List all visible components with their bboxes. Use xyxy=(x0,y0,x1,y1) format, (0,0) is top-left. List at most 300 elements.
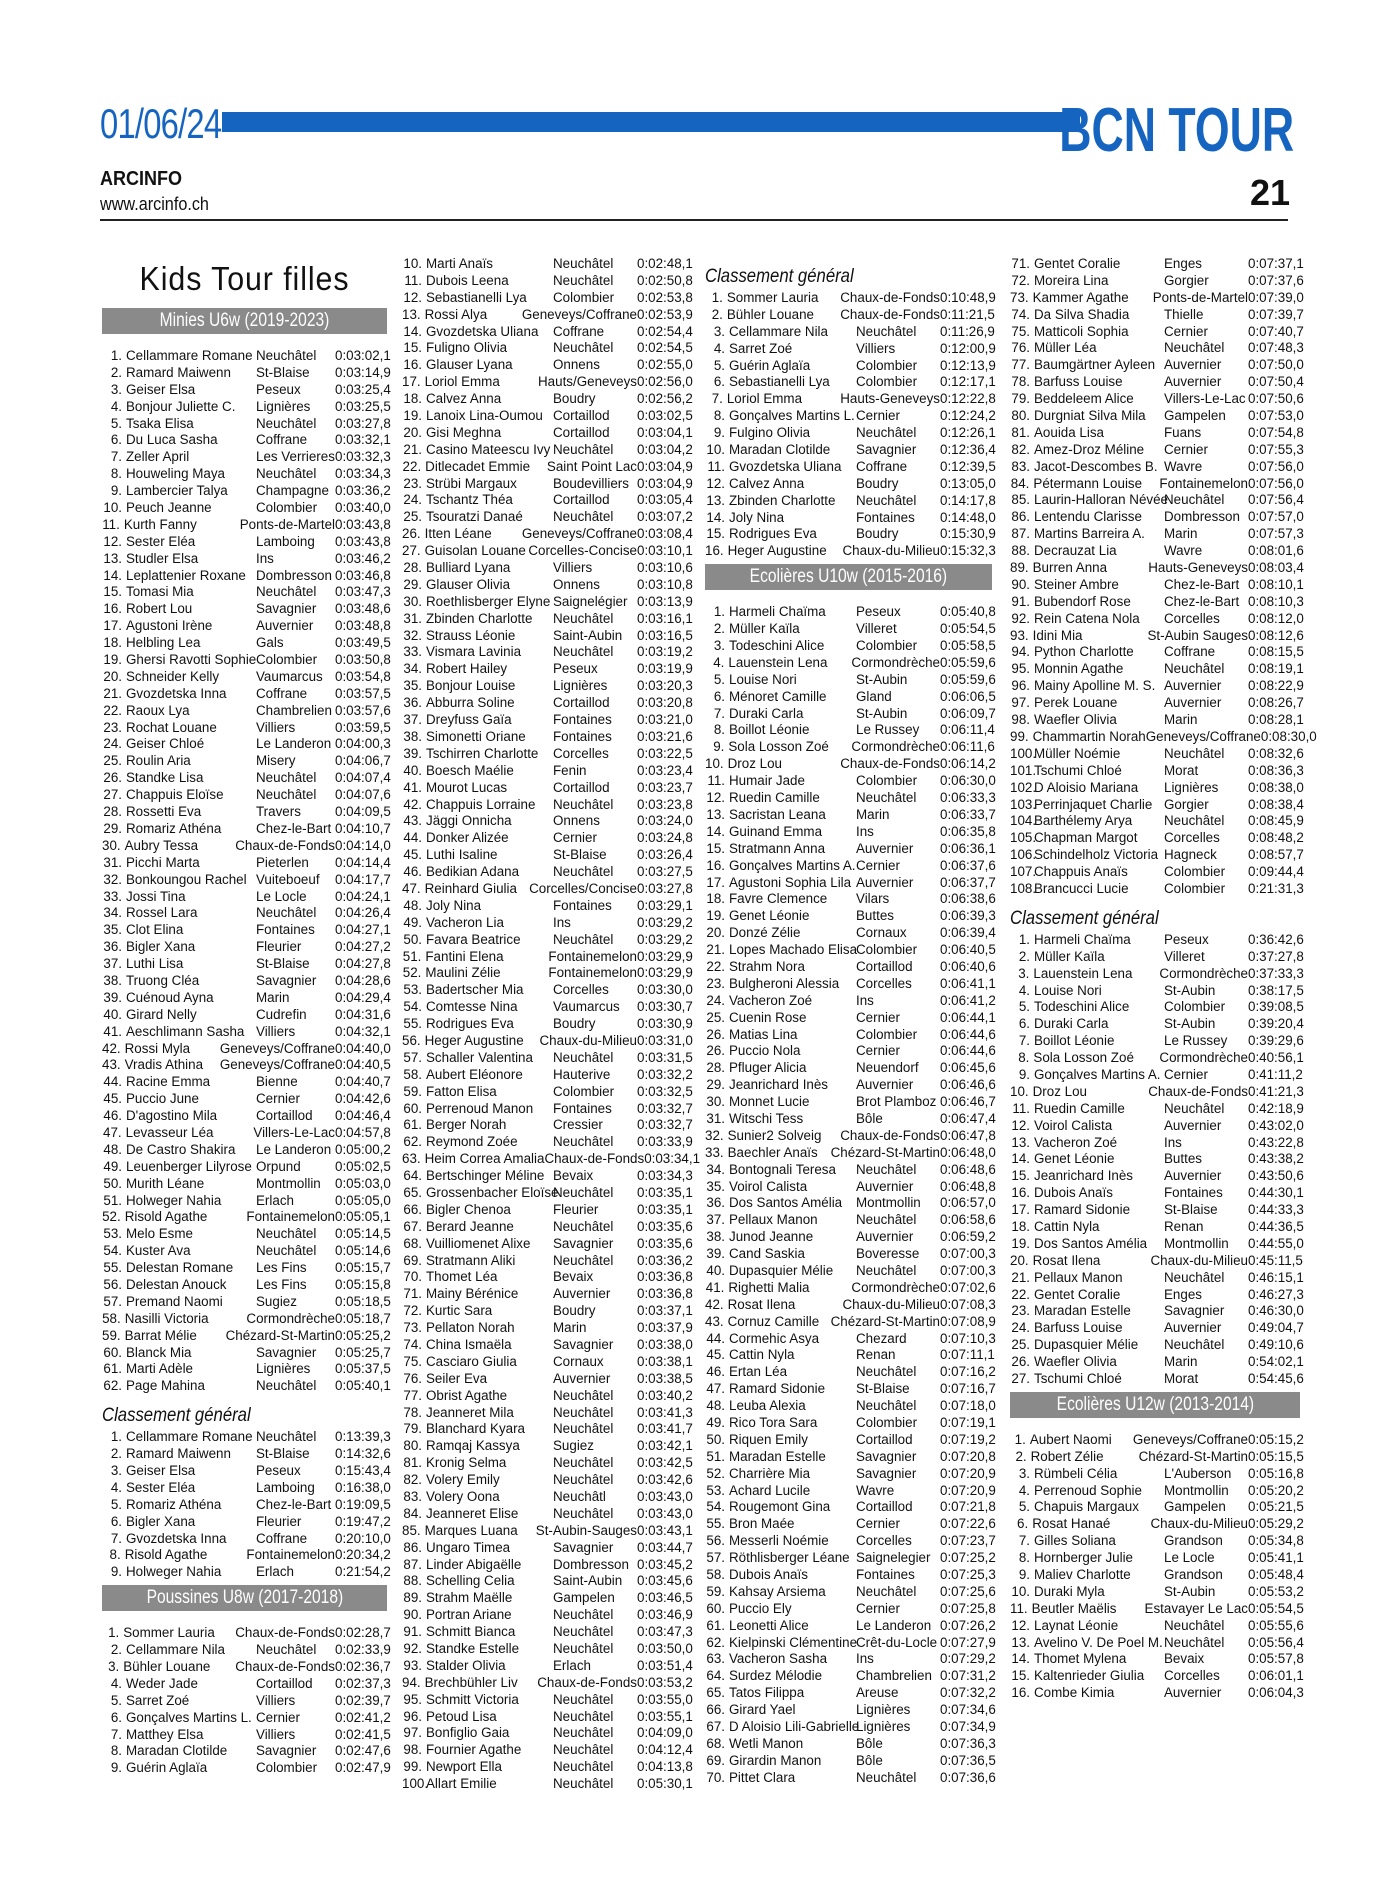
finish-time: 0:03:34,3 xyxy=(335,466,391,482)
locality: Le Landeron xyxy=(856,1617,932,1633)
athlete-name: Pellaux Manon xyxy=(1034,1269,1123,1285)
locality: Ponts-de-Martel xyxy=(239,516,335,532)
rank: 96. xyxy=(1011,678,1030,694)
locality: Les Verrieres xyxy=(256,449,335,465)
rank: 4. xyxy=(110,1675,122,1691)
athlete-name: Baechler Anaïs xyxy=(727,1144,818,1160)
locality: Neuchâtel xyxy=(553,1184,614,1200)
result-row xyxy=(402,1657,693,1675)
result-row xyxy=(102,550,391,568)
athlete-name: Python Charlotte xyxy=(1034,644,1134,660)
athlete-name: Durgniat Silva Mila xyxy=(1034,408,1146,424)
finish-time: 0:06:58,6 xyxy=(940,1212,996,1228)
locality: Onnens xyxy=(553,813,600,829)
result-row xyxy=(705,1043,996,1060)
result-row xyxy=(402,1759,693,1776)
finish-time: 0:05:30,1 xyxy=(637,1776,693,1792)
result-row xyxy=(402,306,693,324)
result-row xyxy=(705,408,996,425)
locality: Cortaillod xyxy=(256,1675,313,1691)
result-row xyxy=(102,618,391,635)
locality: Neuchâtel xyxy=(553,1708,614,1724)
locality: Chézard-St-Martin xyxy=(830,1313,940,1329)
locality: Colombier xyxy=(856,374,918,390)
result-row xyxy=(402,272,693,290)
result-row xyxy=(102,1293,391,1311)
athlete-name: Rein Catena Nola xyxy=(1034,610,1140,626)
rank: 21. xyxy=(103,685,122,701)
finish-time: 0:07:08,9 xyxy=(940,1313,996,1329)
rank: 2. xyxy=(110,364,122,380)
result-row xyxy=(1010,1269,1304,1287)
athlete-name: Rümbeli Célia xyxy=(1034,1465,1118,1481)
finish-time: 0:03:46,8 xyxy=(335,567,391,583)
athlete-name: Bulgheroni Alessia xyxy=(729,975,840,991)
rank: 55. xyxy=(403,1016,422,1032)
rank: 84. xyxy=(403,1505,422,1521)
finish-time: 0:03:31,5 xyxy=(637,1049,693,1065)
locality: Saignelegier xyxy=(856,1550,931,1566)
rank: 16. xyxy=(103,601,122,617)
locality: Ponts-de-Martel xyxy=(1152,289,1248,305)
athlete-name: Bulliard Lyana xyxy=(426,560,511,576)
locality: Saint Point Lac xyxy=(546,458,637,474)
athlete-name: Leplattenier Roxane xyxy=(126,567,246,583)
athlete-name: Page Mahina xyxy=(126,1378,205,1394)
rank: 59. xyxy=(706,1583,725,1599)
result-row xyxy=(1010,1533,1304,1550)
result-row xyxy=(402,509,693,526)
result-row xyxy=(705,492,996,510)
rank: 21. xyxy=(706,942,725,958)
rank: 76. xyxy=(1011,340,1030,356)
athlete-name: Bühler Louane xyxy=(123,1659,211,1675)
locality: Chaux-de-Fonds xyxy=(1148,1083,1248,1099)
rank: 77. xyxy=(1011,357,1030,373)
finish-time: 0:05:21,5 xyxy=(1248,1499,1304,1515)
locality: Villeret xyxy=(856,621,897,637)
finish-time: 0:03:32,5 xyxy=(637,1083,693,1099)
rank: 95. xyxy=(1011,661,1030,677)
rank: 101. xyxy=(1010,762,1037,778)
rank: 53. xyxy=(403,982,422,998)
result-row xyxy=(705,1567,996,1584)
result-row xyxy=(102,432,391,449)
rank: 68. xyxy=(706,1735,725,1751)
result-row xyxy=(1010,965,1304,983)
rank: 16. xyxy=(1011,1685,1030,1701)
locality: Chézard-St-Martin xyxy=(1138,1448,1248,1464)
rank: 9. xyxy=(1018,1066,1030,1082)
athlete-name: Boillot Léonie xyxy=(1034,1033,1115,1049)
publication-url: www.arcinfo.ch xyxy=(100,194,209,214)
athlete-name: Monnet Lucie xyxy=(729,1094,810,1110)
rank: 10. xyxy=(706,442,725,458)
athlete-name: Joly Nina xyxy=(729,509,785,525)
result-row xyxy=(1010,560,1304,577)
rank: 65. xyxy=(403,1184,422,1200)
athlete-name: Perek Louane xyxy=(1034,695,1118,711)
result-row xyxy=(402,982,693,999)
result-row xyxy=(402,408,693,425)
athlete-name: Lentendu Clarisse xyxy=(1034,509,1142,525)
athlete-name: Charrière Mia xyxy=(729,1465,811,1481)
athlete-name: Voirol Calista xyxy=(729,1178,808,1194)
locality: Lignières xyxy=(256,398,311,414)
finish-time: 0:04:31,6 xyxy=(335,1006,391,1022)
finish-time: 0:03:38,1 xyxy=(637,1353,693,1369)
finish-time: 0:07:22,6 xyxy=(940,1516,996,1532)
finish-time: 0:05:25,7 xyxy=(335,1344,391,1360)
athlete-name: Gentet Coralie xyxy=(1034,1286,1121,1302)
athlete-name: Bubendorf Rose xyxy=(1034,593,1131,609)
finish-time: 0:11:21,5 xyxy=(940,306,995,322)
rank: 37. xyxy=(103,956,122,972)
athlete-name: Seiler Eva xyxy=(426,1370,488,1386)
locality: Lamboing xyxy=(256,533,315,549)
finish-time: 0:06:48,6 xyxy=(940,1161,996,1177)
finish-time: 0:03:55,1 xyxy=(637,1708,693,1724)
locality: Colombier xyxy=(856,357,918,373)
finish-time: 0:36:42,6 xyxy=(1248,931,1304,947)
rank: 56. xyxy=(103,1276,122,1292)
rank: 23. xyxy=(1011,1303,1030,1319)
finish-time: 0:05:58,5 xyxy=(940,638,996,654)
result-row xyxy=(102,1327,391,1345)
finish-time: 0:44:33,3 xyxy=(1248,1202,1304,1218)
rank: 10. xyxy=(1011,1583,1030,1599)
locality: Chaux-de-Fonds xyxy=(840,290,940,305)
rank: 17. xyxy=(706,874,725,890)
result-row xyxy=(1010,644,1304,661)
finish-time: 0:05:16,8 xyxy=(1248,1465,1304,1481)
athlete-name: Stratmann Aliki xyxy=(426,1252,516,1268)
locality: Villiers xyxy=(553,560,593,576)
result-row xyxy=(1010,1235,1304,1253)
result-row xyxy=(102,753,391,770)
athlete-name: Fatton Elisa xyxy=(426,1083,497,1099)
athlete-name: Heger Augustine xyxy=(727,543,827,559)
result-row xyxy=(1010,627,1304,645)
result-row xyxy=(705,823,996,841)
athlete-name: Sester Eléa xyxy=(126,1479,196,1495)
athlete-name: Beutler Maëlis xyxy=(1031,1600,1117,1616)
locality: Savagnier xyxy=(856,442,917,458)
athlete-name: Witschi Tess xyxy=(729,1110,804,1126)
rank: 40. xyxy=(403,762,422,778)
athlete-name: Helbling Lea xyxy=(126,635,201,651)
rank: 61. xyxy=(403,1117,422,1133)
locality: Onnens xyxy=(553,357,600,373)
rank: 35. xyxy=(403,678,422,694)
locality: Auvernier xyxy=(1164,1320,1222,1336)
finish-time: 0:05:37,5 xyxy=(335,1361,391,1377)
athlete-name: Barrat Mélie xyxy=(124,1327,197,1343)
finish-time: 0:46:30,0 xyxy=(1248,1303,1304,1319)
locality: Montmollin xyxy=(1164,1235,1229,1251)
rank: 51. xyxy=(706,1448,725,1464)
finish-time: 0:08:12,6 xyxy=(1248,627,1304,643)
athlete-name: Chappuis Lorraine xyxy=(426,796,536,812)
rank: 13. xyxy=(103,550,122,566)
locality: Colombier xyxy=(856,638,918,654)
finish-time: 0:02:50,8 xyxy=(637,272,693,288)
athlete-name: Romariz Athéna xyxy=(126,820,222,836)
result-row xyxy=(1010,475,1304,493)
athlete-name: Raoux Lya xyxy=(126,702,190,718)
finish-time: 0:03:48,6 xyxy=(335,601,391,617)
rank: 97. xyxy=(403,1725,422,1741)
finish-time: 0:03:35,6 xyxy=(637,1218,693,1234)
athlete-name: Reinhard Giulia xyxy=(424,880,517,896)
athlete-name: Fournier Agathe xyxy=(426,1742,522,1758)
locality: Crêt-du-Locle xyxy=(856,1634,938,1650)
rank: 28. xyxy=(403,560,422,576)
athlete-name: Grossenbacher Eloïse xyxy=(426,1184,559,1200)
rank: 71. xyxy=(1011,256,1030,271)
finish-time: 0:05:15,8 xyxy=(335,1276,391,1292)
finish-time: 0:04:12,4 xyxy=(637,1742,693,1758)
finish-time: 0:08:12,0 xyxy=(1248,610,1304,626)
locality: Bienne xyxy=(256,1074,298,1090)
rank: 6. xyxy=(1017,1516,1029,1532)
finish-time: 0:03:04,2 xyxy=(637,441,693,457)
rank: 100. xyxy=(1010,745,1037,761)
finish-time: 0:16:38,0 xyxy=(335,1479,391,1495)
finish-time: 0:04:42,6 xyxy=(335,1091,391,1107)
locality: Ins xyxy=(256,550,274,566)
rank: 30. xyxy=(403,593,422,609)
rank: 63. xyxy=(706,1651,725,1667)
rank: 59. xyxy=(102,1327,121,1343)
result-row xyxy=(402,897,693,915)
rank: 21. xyxy=(1011,1269,1030,1285)
locality: Cernier xyxy=(256,1709,300,1725)
result-row xyxy=(402,745,693,763)
rank: 70. xyxy=(706,1769,725,1785)
rank: 3. xyxy=(110,1463,122,1478)
athlete-name: Chapuis Margaux xyxy=(1034,1499,1139,1515)
rank: 27. xyxy=(103,787,122,803)
result-row xyxy=(102,1108,391,1125)
finish-time: 0:03:27,5 xyxy=(637,864,693,880)
locality: Renan xyxy=(1164,1218,1204,1234)
finish-time: 0:06:47,8 xyxy=(940,1127,996,1143)
result-row xyxy=(705,1026,996,1044)
rank: 11. xyxy=(1012,1100,1030,1116)
result-row xyxy=(102,922,391,939)
locality: Neuchâtel xyxy=(553,1134,614,1150)
result-row xyxy=(402,1032,693,1050)
athlete-name: Girard Nelly xyxy=(126,1006,197,1022)
rank: 55. xyxy=(103,1260,122,1276)
rank: 4. xyxy=(1018,1482,1030,1498)
locality: Neuchâtel xyxy=(856,425,917,441)
locality: Saint-Aubin xyxy=(553,1573,623,1589)
athlete-name: Calvez Anna xyxy=(426,391,502,407)
locality: Misery xyxy=(256,753,296,769)
finish-time: 0:06:47,4 xyxy=(940,1110,996,1126)
athlete-name: Aubert Eléonore xyxy=(426,1066,523,1082)
rank: 20. xyxy=(706,925,725,941)
finish-time: 0:04:13,8 xyxy=(637,1759,693,1775)
rank: 20. xyxy=(403,424,422,440)
locality: Corcelles xyxy=(553,982,609,998)
athlete-name: Maradan Clotilde xyxy=(126,1743,228,1759)
finish-time: 0:04:17,7 xyxy=(335,871,391,887)
athlete-name: Jeanrichard Inès xyxy=(1034,1168,1133,1184)
rank: 72. xyxy=(403,1303,422,1319)
overall-ranking-heading: Classement général xyxy=(1010,907,1159,929)
rank: 38. xyxy=(103,972,122,988)
locality: Colombier xyxy=(256,652,318,668)
locality: Villers-Le-Lac xyxy=(253,1124,335,1140)
rank: 6. xyxy=(110,1709,122,1725)
result-row xyxy=(705,1060,996,1077)
locality: St-Aubin xyxy=(856,671,908,687)
finish-time: 0:03:05,4 xyxy=(637,492,693,508)
locality: Lignières xyxy=(256,1361,311,1377)
finish-time: 0:10:48,9 xyxy=(940,290,996,305)
finish-time: 0:05:54,5 xyxy=(940,621,996,637)
locality: Gland xyxy=(856,688,892,704)
locality: Gorgier xyxy=(1164,796,1209,812)
rank: 42. xyxy=(102,1040,121,1056)
athlete-name: Cellammare Nila xyxy=(126,1642,225,1658)
athlete-name: Voirol Calista xyxy=(1034,1117,1113,1133)
finish-time: 0:05:48,4 xyxy=(1248,1567,1304,1583)
rank: 7. xyxy=(713,705,725,721)
finish-time: 0:02:41,2 xyxy=(335,1709,391,1725)
locality: Fontainemelon xyxy=(246,1547,335,1563)
result-row xyxy=(1010,762,1304,780)
athlete-name: Marti Anaïs xyxy=(426,256,493,271)
finish-time: 0:03:02,5 xyxy=(637,408,693,424)
finish-time: 0:03:51,4 xyxy=(637,1657,693,1673)
athlete-name: Rossetti Eva xyxy=(126,804,202,820)
locality: Neuchâtel xyxy=(553,1691,614,1707)
results-column-2 xyxy=(402,256,701,1793)
finish-time: 0:05:29,2 xyxy=(1248,1516,1304,1532)
rank: 14. xyxy=(706,823,725,839)
rank: 32. xyxy=(705,1127,724,1143)
result-row xyxy=(102,1642,391,1659)
rank: 43. xyxy=(403,813,422,829)
finish-time: 0:41:21,3 xyxy=(1248,1083,1304,1099)
finish-time: 0:07:55,3 xyxy=(1248,441,1304,457)
athlete-name: Müller Kaïla xyxy=(729,621,800,637)
athlete-name: Combe Kimia xyxy=(1034,1685,1115,1701)
result-row xyxy=(402,1303,693,1320)
result-row xyxy=(705,1769,996,1787)
finish-time: 0:46:15,1 xyxy=(1248,1269,1304,1285)
athlete-name: Jeanneret Elise xyxy=(426,1505,519,1521)
finish-time: 0:02:54,5 xyxy=(637,340,693,356)
athlete-name: Berger Norah xyxy=(426,1117,507,1133)
locality: Chaux-de-Fonds xyxy=(840,306,940,322)
rank: 104. xyxy=(1010,813,1037,829)
result-row xyxy=(402,813,693,830)
athlete-name: Pellaux Manon xyxy=(729,1212,818,1228)
athlete-name: Tomasi Mia xyxy=(126,584,194,600)
athlete-name: Kammer Agathe xyxy=(1032,289,1129,305)
finish-time: 0:04:40,0 xyxy=(335,1040,391,1056)
finish-time: 0:07:21,8 xyxy=(940,1499,996,1515)
rank: 87. xyxy=(1011,526,1030,542)
finish-time: 0:07:29,2 xyxy=(940,1651,996,1667)
finish-time: 0:03:42,1 xyxy=(637,1438,693,1454)
result-row xyxy=(1010,391,1304,408)
finish-time: 0:43:50,6 xyxy=(1248,1168,1304,1184)
result-row xyxy=(402,610,693,628)
locality: St-Blaise xyxy=(256,364,310,380)
athlete-name: Duraki Carla xyxy=(729,705,804,721)
athlete-name: Rosat Ilena xyxy=(727,1296,796,1312)
rank: 4. xyxy=(110,1479,122,1495)
rank: 62. xyxy=(103,1378,122,1394)
locality: Neuchâtel xyxy=(553,1455,614,1471)
finish-time: 0:41:11,2 xyxy=(1248,1066,1303,1082)
athlete-name: Waefler Olivia xyxy=(1034,712,1117,728)
finish-time: 0:03:19,9 xyxy=(637,661,693,677)
result-row xyxy=(705,1600,996,1618)
rank: 6. xyxy=(110,432,122,448)
result-row xyxy=(402,1421,693,1438)
finish-time: 0:15:43,4 xyxy=(335,1463,391,1478)
rank: 90. xyxy=(403,1607,422,1623)
athlete-name: Laurin-Halloran Névée xyxy=(1034,492,1168,508)
result-row xyxy=(402,1776,693,1793)
locality: Fuans xyxy=(1164,424,1202,440)
athlete-name: Perrenoud Manon xyxy=(426,1100,534,1116)
athlete-name: Delestan Romane xyxy=(126,1260,234,1276)
finish-time: 0:06:57,0 xyxy=(940,1195,996,1211)
finish-time: 0:43:02,0 xyxy=(1248,1117,1304,1133)
locality: Auvernier xyxy=(1164,1685,1222,1701)
rank: 94. xyxy=(1011,644,1030,660)
locality: Auvernier xyxy=(856,1178,914,1194)
finish-time: 0:06:45,6 xyxy=(940,1060,996,1076)
result-row xyxy=(102,837,391,855)
locality: Cormondrèche xyxy=(1159,1050,1248,1066)
finish-time: 0:03:42,6 xyxy=(637,1472,693,1488)
rank: 81. xyxy=(1011,424,1030,440)
rank: 81. xyxy=(403,1455,422,1471)
result-row xyxy=(402,1201,693,1219)
result-row xyxy=(705,1415,996,1432)
results-list xyxy=(102,1625,391,1777)
athlete-name: Gonçalves Martins L. xyxy=(729,408,855,424)
locality: Peseux xyxy=(1164,931,1209,947)
result-row xyxy=(402,1370,693,1388)
finish-time: 0:03:29,9 xyxy=(637,948,693,964)
athlete-name: Louise Nori xyxy=(1034,982,1102,998)
finish-time: 0:08:19,1 xyxy=(1248,661,1304,677)
athlete-name: Murith Léane xyxy=(126,1175,205,1191)
rank: 5. xyxy=(110,1496,122,1512)
finish-time: 0:03:46,2 xyxy=(335,550,391,566)
locality: Champagne xyxy=(256,483,329,499)
athlete-name: Bron Maée xyxy=(729,1516,795,1532)
locality: Erlach xyxy=(256,1564,294,1580)
athlete-name: Mourot Lucas xyxy=(426,779,508,795)
athlete-name: Gvozdetska Uliana xyxy=(426,323,539,339)
locality: Savagnier xyxy=(256,972,317,988)
rank: 77. xyxy=(403,1387,422,1403)
locality: Neuchâtel xyxy=(553,1387,614,1403)
locality: Neuchâtel xyxy=(553,1218,614,1234)
locality: Marin xyxy=(256,989,290,1005)
